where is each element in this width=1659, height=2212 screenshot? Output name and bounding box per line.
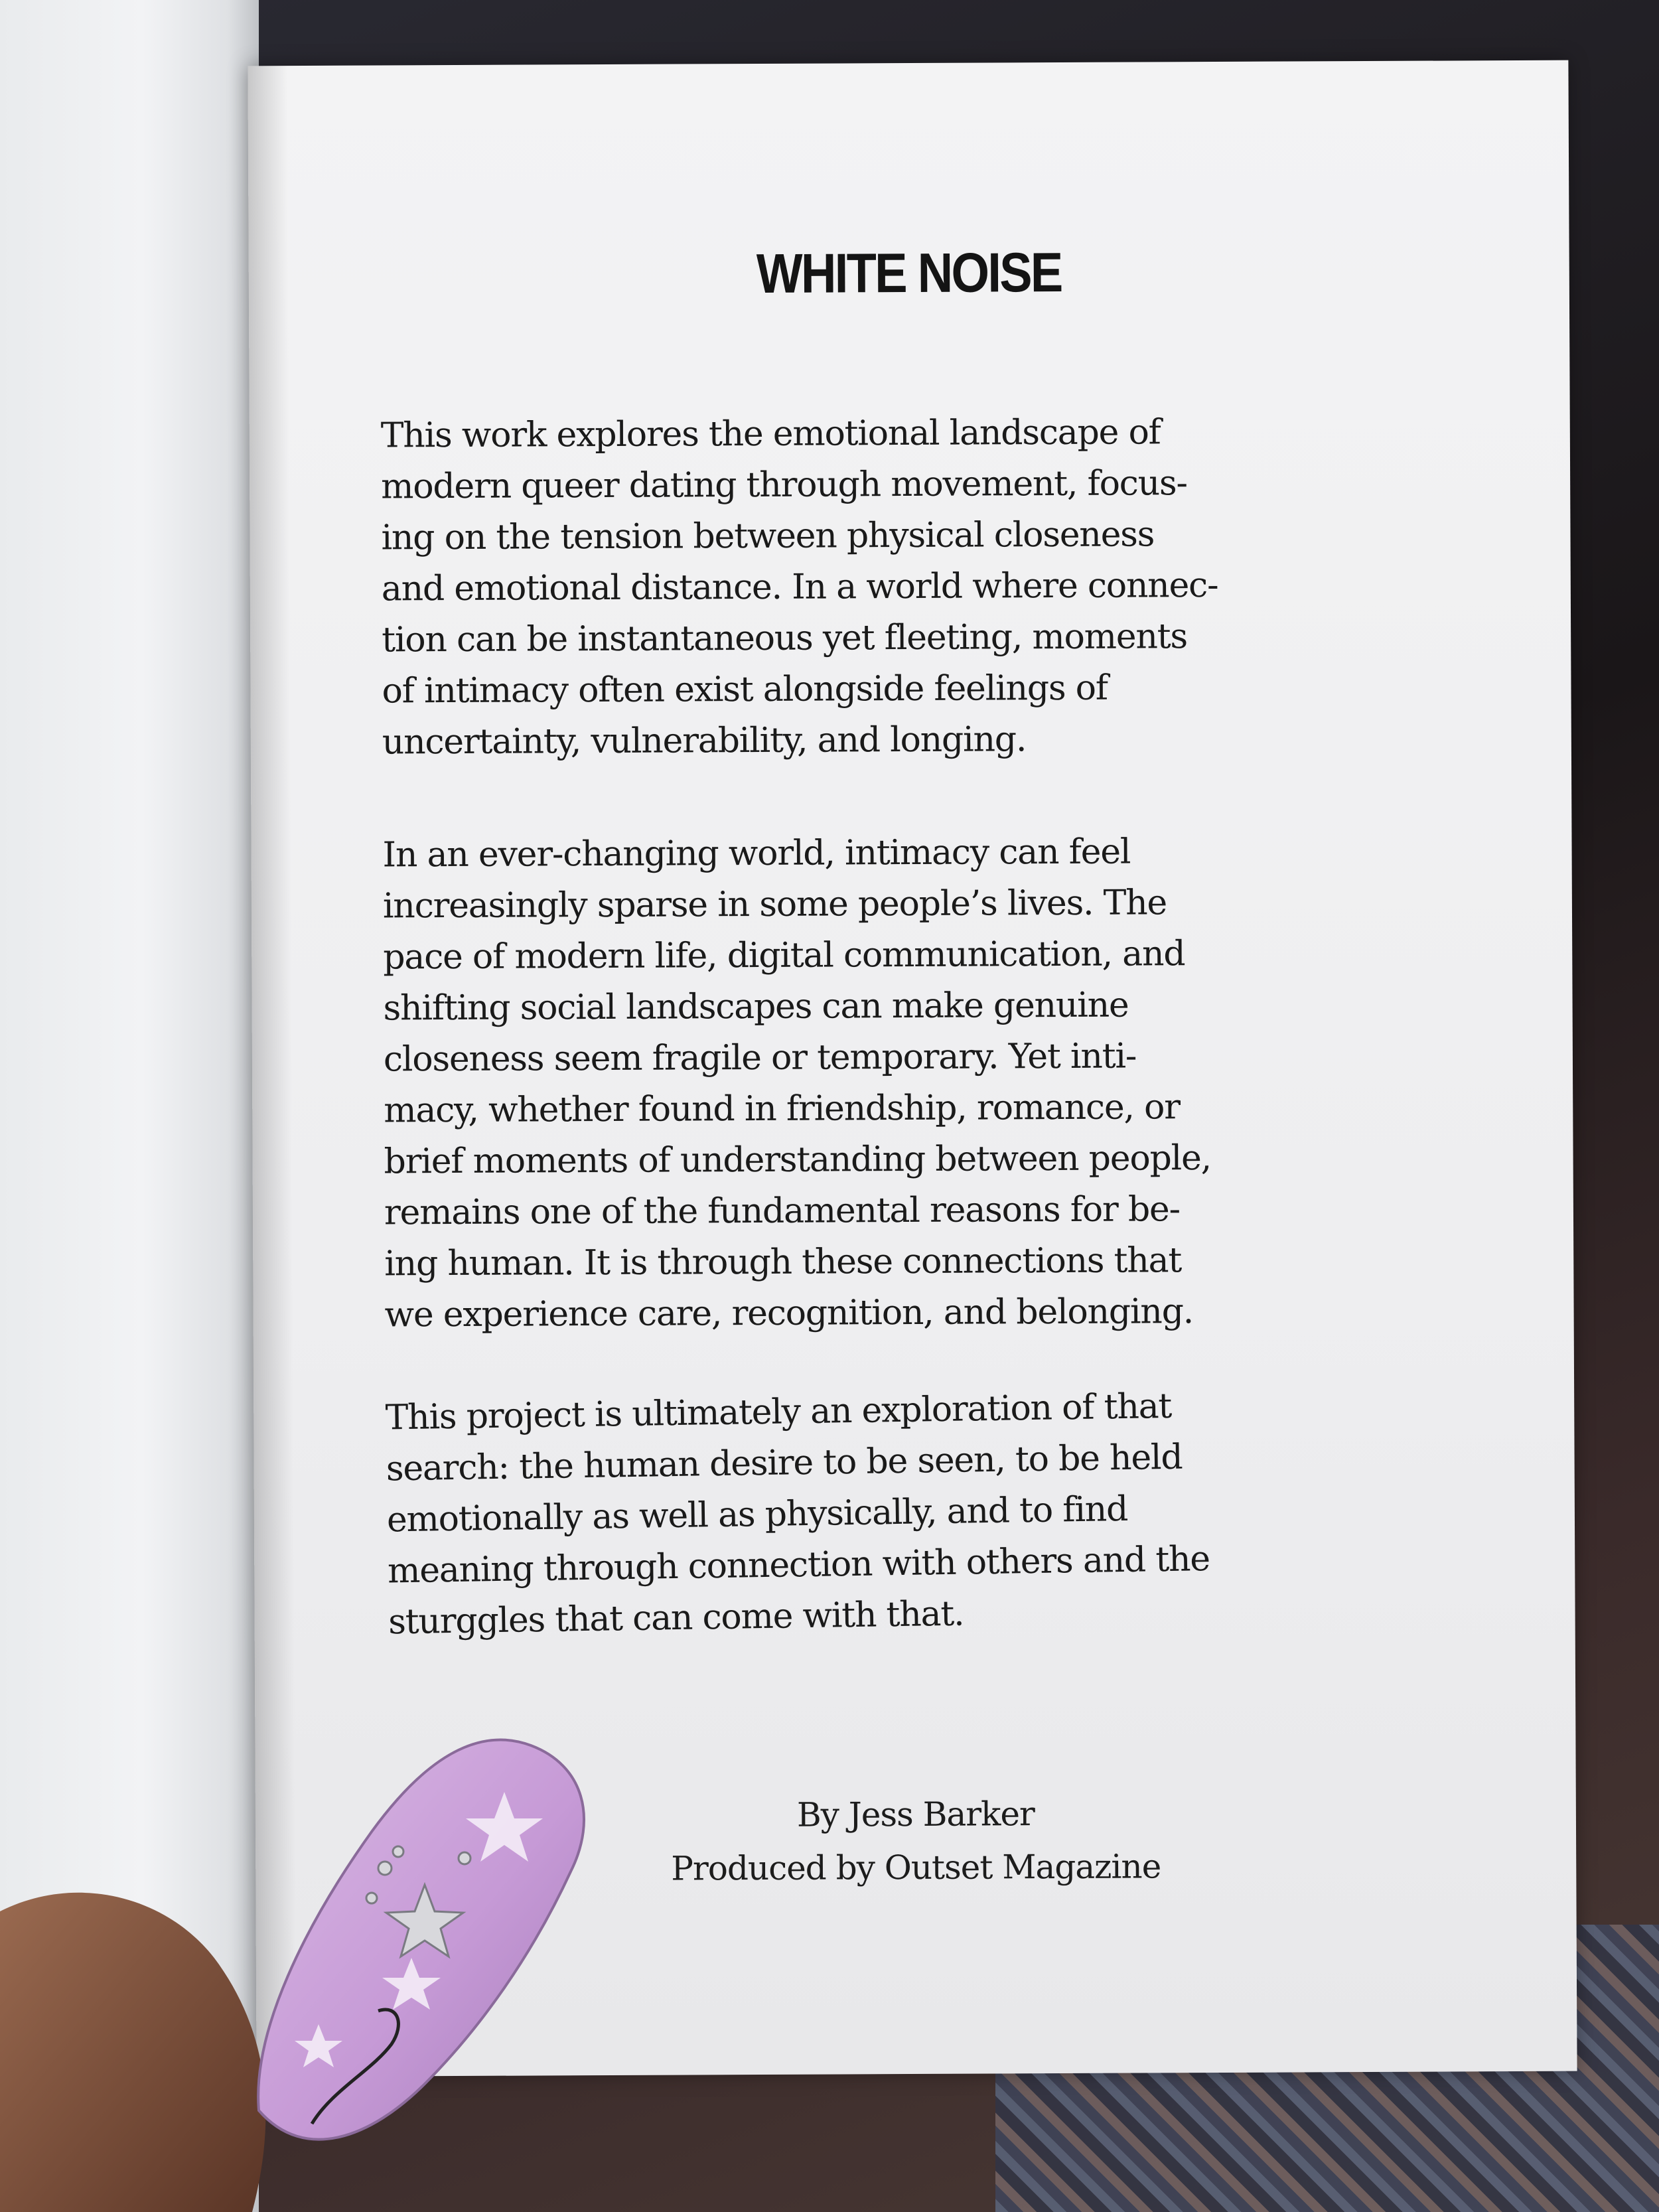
text-line: ing on the tension between physical closeness [381,514,1155,558]
text-line: remains one of the fundamental reasons for be- [384,1189,1181,1233]
text-line: This work explores the emotional landscape of [380,412,1161,456]
text-line: closeness seem fragile or temporary. Yet inti- [383,1036,1137,1080]
text-line: modern queer dating through movement, focus- [381,463,1187,507]
left-page [0,0,259,2212]
text-line: increasingly sparse in some people’s lives. The [382,883,1167,926]
text-line: macy, whether found in friendship, romance, or [384,1087,1180,1131]
text-line: tion can be instantaneous yet fleeting, moments [382,617,1187,660]
paragraph-2 [382,825,1473,1341]
text-line: brief moments of understanding between people, [384,1138,1212,1182]
text-line: shifting social landscapes can make genuine [383,985,1129,1029]
text-line: sturggles that can come with that. [388,1593,964,1643]
text-line: emotionally as well as physically, and to find [386,1489,1128,1540]
text-line: and emotional distance. In a world where connec- [381,565,1218,609]
text-line: ing human. It is through these connections that [384,1240,1182,1284]
paragraph-1 [381,406,1471,768]
text-line: This project is ultimately an exploration of that [385,1386,1172,1438]
text-line: In an ever-changing world, intimacy can feel [382,832,1131,875]
text-line: uncertainty, vulnerability, and longing. [382,719,1027,763]
paragraph-3 [385,1376,1477,1648]
producer-credit: Produced by Outset Magazine [671,1847,1161,1888]
text-line: meaning through connection with others and the [387,1539,1210,1591]
spine-shadow [248,66,296,2077]
page-title: WHITE NOISE [756,241,1062,305]
text-line: pace of modern life, digital communication, and [383,934,1185,978]
text-line: search: the human desire to be seen, to be held [386,1437,1183,1489]
text-line: of intimacy often exist alongside feelings of [382,668,1108,711]
author-credit: By Jess Barker [796,1795,1035,1834]
book-page [248,60,1577,2077]
text-line: we experience care, recognition, and belonging. [384,1291,1194,1335]
